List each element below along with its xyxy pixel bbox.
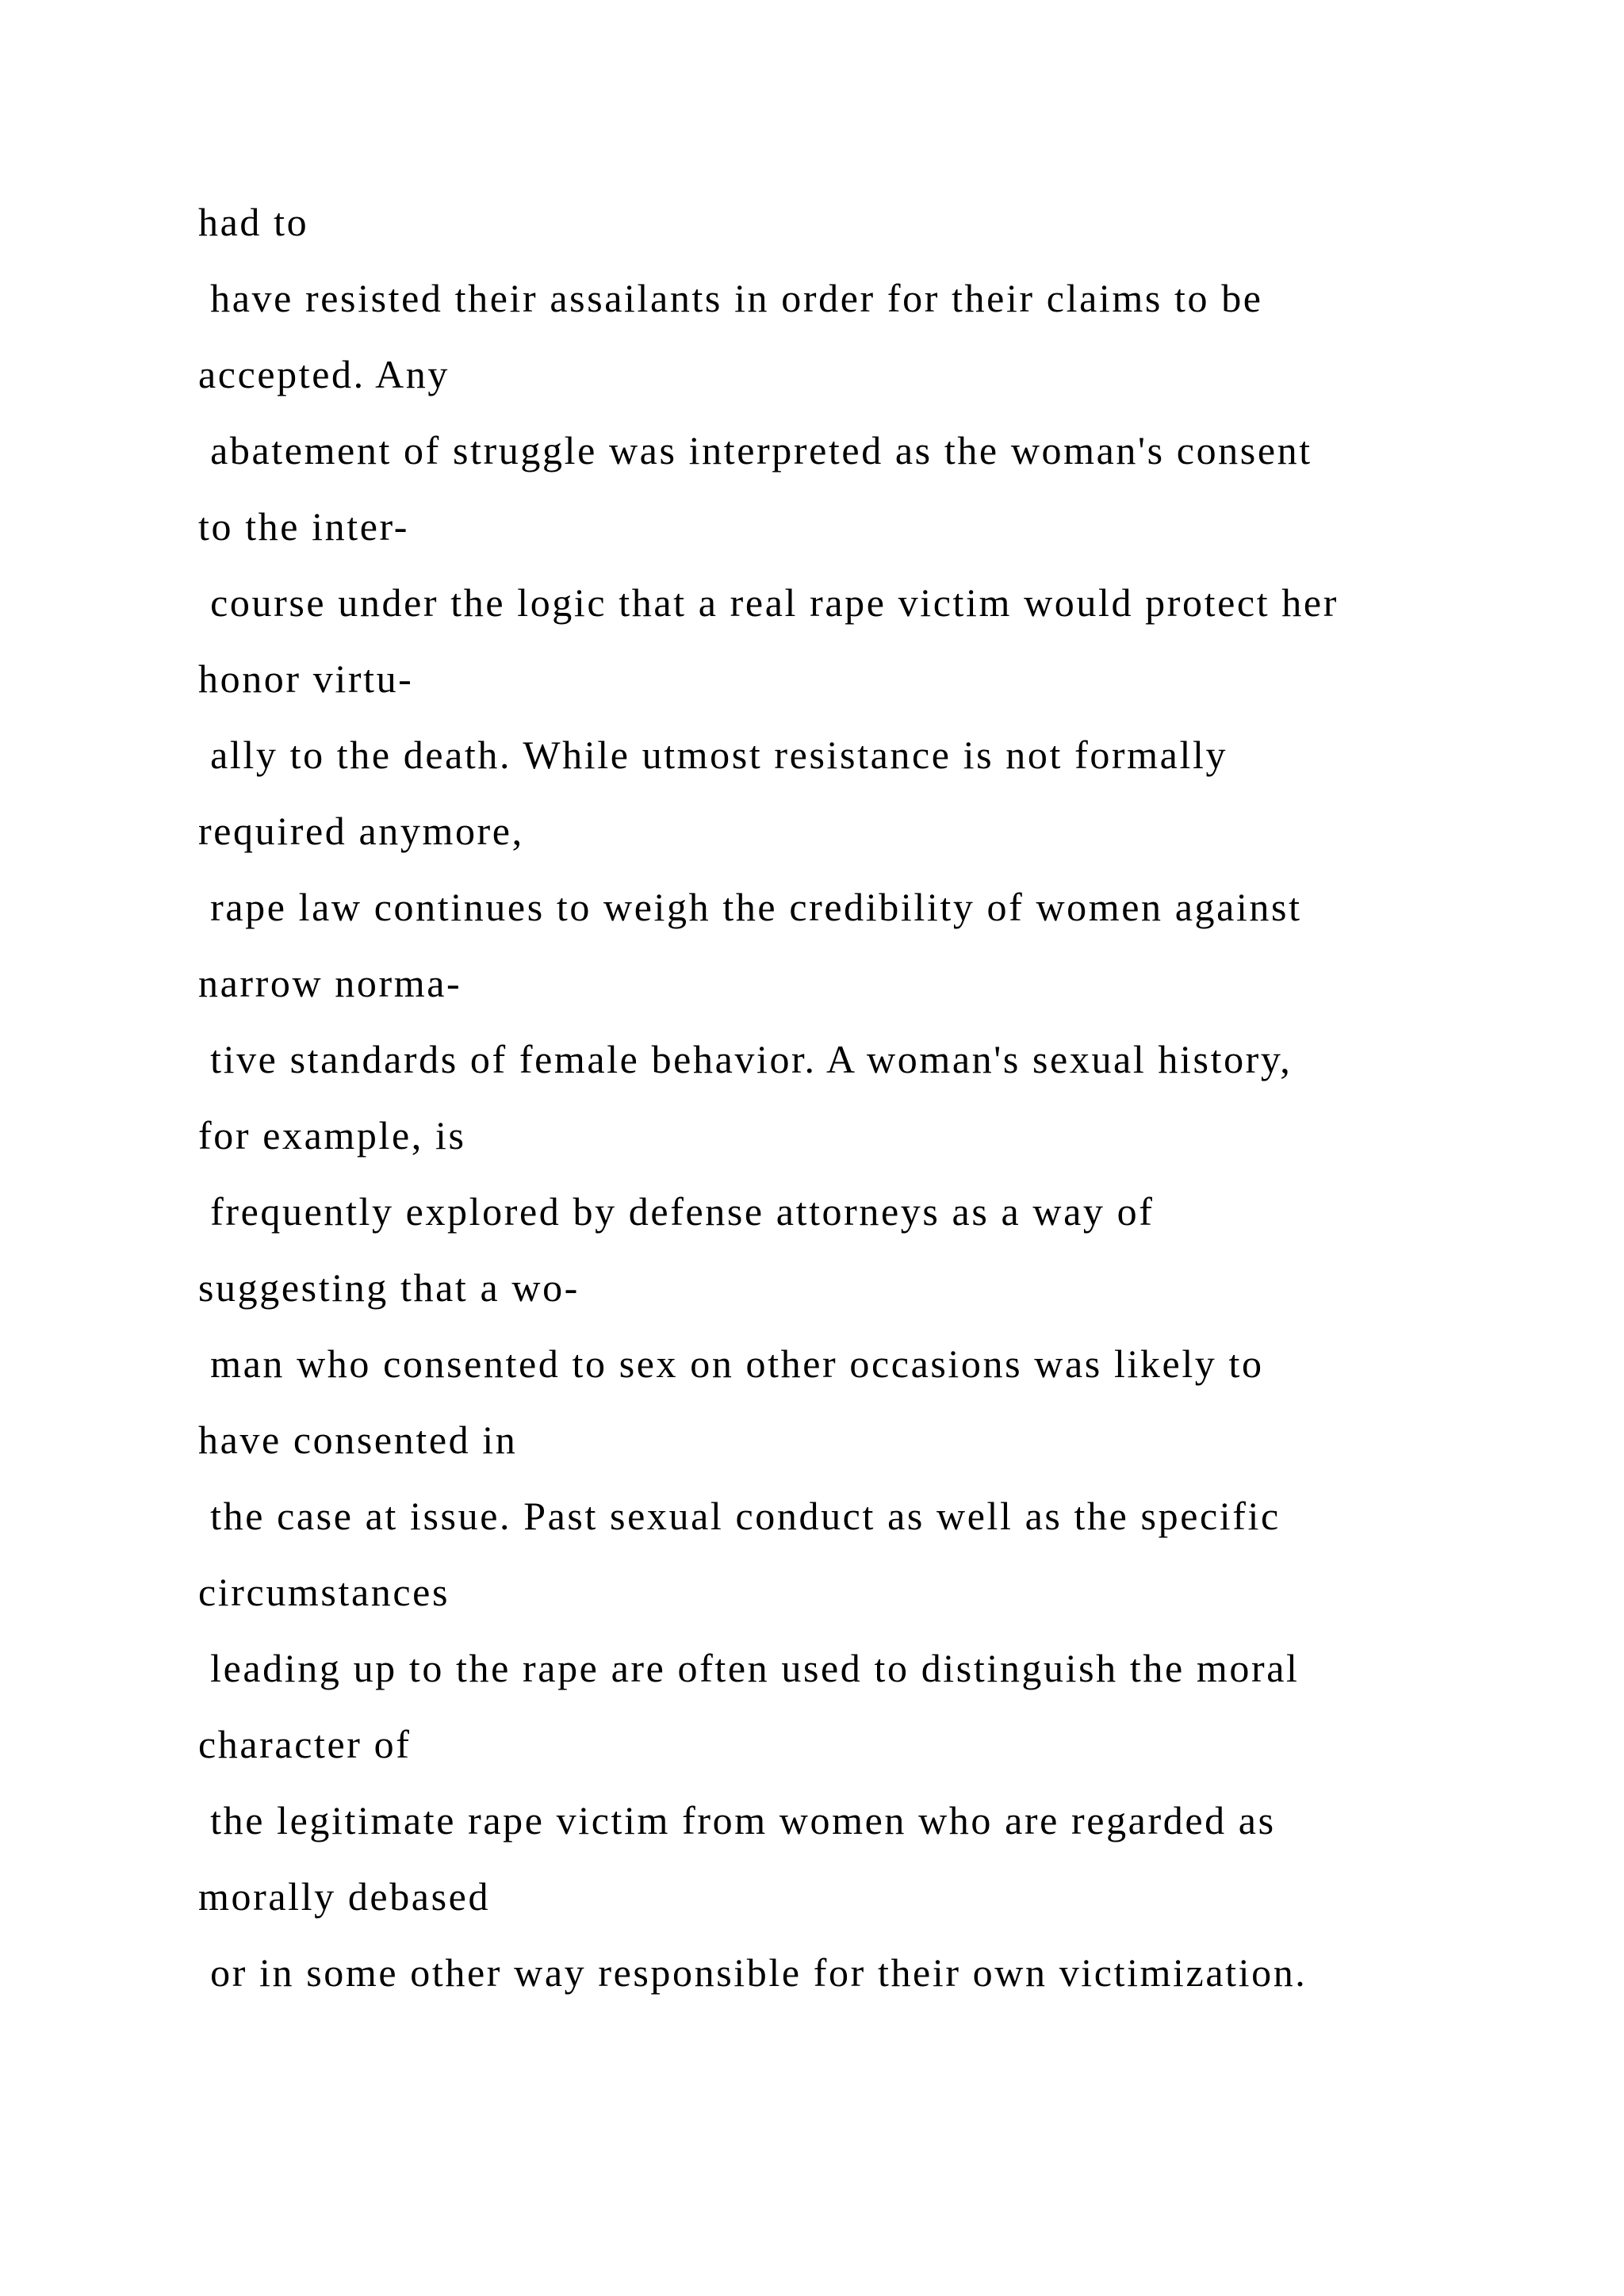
text-line: ally to the death. While utmost resistance is not formally bbox=[198, 733, 1228, 777]
text-line: or in some other way responsible for their own victimization. bbox=[198, 1950, 1308, 1995]
text-line: man who consented to sex on other occasions was likely to bbox=[198, 1341, 1264, 1386]
text-line: character of bbox=[198, 1722, 412, 1766]
text-line: suggesting that a wo- bbox=[198, 1265, 580, 1310]
text-line: required anymore, bbox=[198, 809, 524, 853]
text-line: leading up to the rape are often used to distinguish the moral bbox=[198, 1646, 1300, 1690]
body-text bbox=[198, 184, 1546, 2011]
text-line: had to bbox=[198, 200, 309, 244]
text-line: morally debased bbox=[198, 1874, 491, 1919]
text-line: the case at issue. Past sexual conduct as well as the specific bbox=[198, 1494, 1281, 1538]
text-line: have resisted their assailants in order for their claims to be bbox=[198, 276, 1263, 320]
text-line: frequently explored by defense attorneys as a way of bbox=[198, 1189, 1155, 1234]
text-line: have consented in bbox=[198, 1418, 518, 1462]
text-line: circumstances bbox=[198, 1570, 450, 1614]
text-line: tive standards of female behavior. A woman's sexual history, bbox=[198, 1037, 1293, 1081]
text-line: for example, is bbox=[198, 1113, 466, 1158]
text-line: accepted. Any bbox=[198, 352, 450, 396]
text-line: to the inter- bbox=[198, 504, 410, 549]
text-line: narrow norma- bbox=[198, 961, 462, 1005]
text-line: the legitimate rape victim from women who are regarded as bbox=[198, 1798, 1276, 1843]
text-line: honor virtu- bbox=[198, 656, 414, 701]
text-line: course under the logic that a real rape victim would protect her bbox=[198, 580, 1339, 625]
text-line: abatement of struggle was interpreted as the woman's consent bbox=[198, 428, 1312, 473]
text-line: rape law continues to weigh the credibility of women against bbox=[198, 885, 1302, 929]
